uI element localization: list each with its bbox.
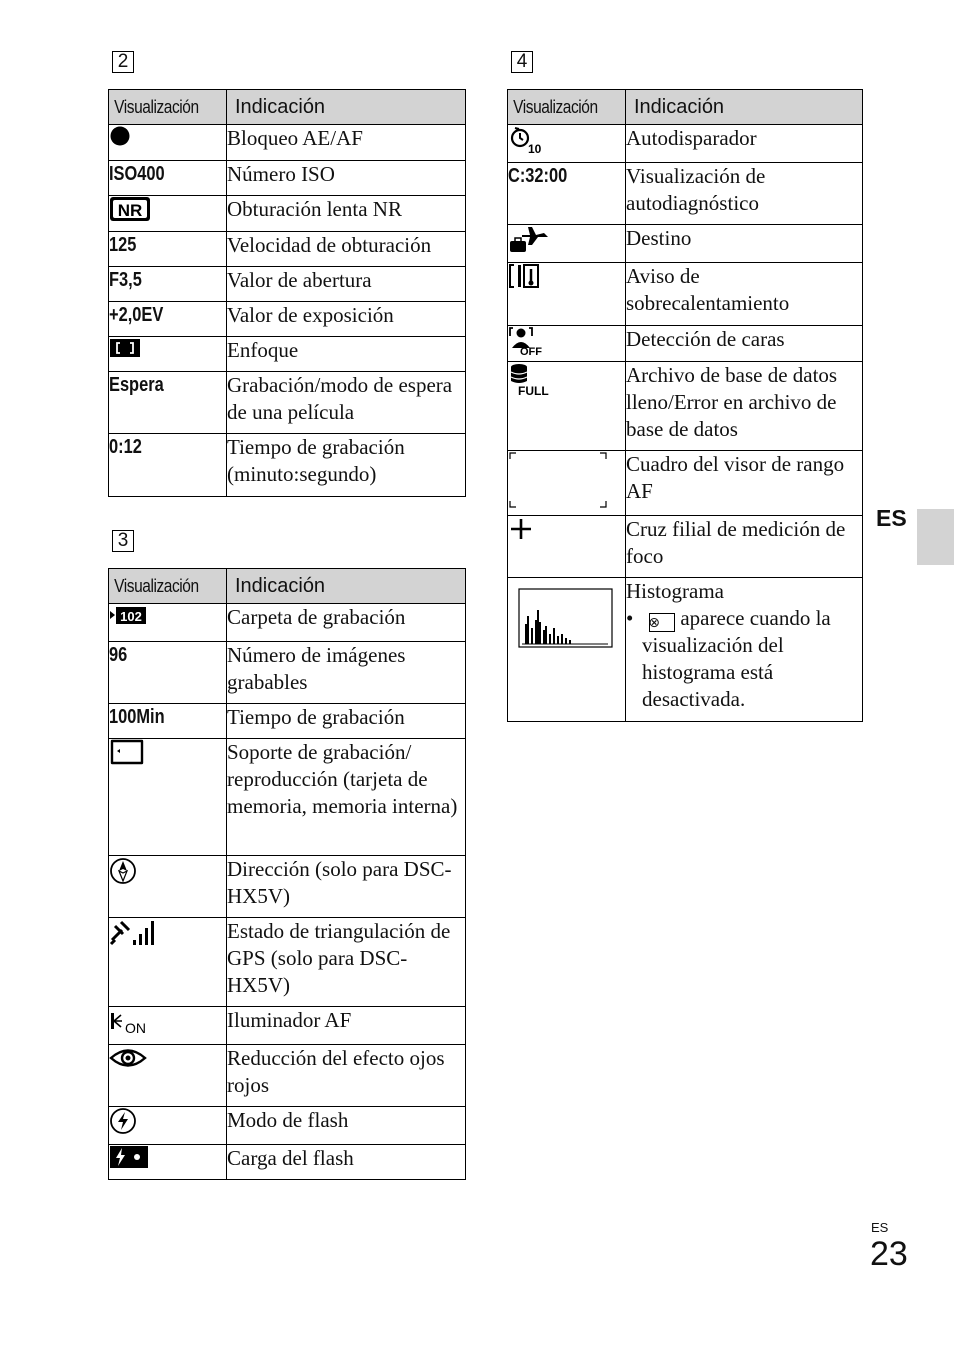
page-number: 23 [870, 1235, 908, 1273]
svg-text:102: 102 [120, 609, 142, 624]
row-text: Velocidad de obturación [227, 232, 466, 267]
row-text: Modo de flash [227, 1107, 466, 1145]
svg-text:ON: ON [125, 1020, 146, 1035]
row-text: Iluminador AF [227, 1007, 466, 1045]
language-label: ES [876, 505, 907, 531]
row-text: Estado de triangulación de GPS (solo para DSC-HX5V) [227, 918, 466, 1007]
red-eye-icon [109, 1045, 147, 1071]
database-full-icon [508, 362, 552, 396]
row-text: Autodisparador [626, 125, 863, 163]
table-row [109, 642, 466, 704]
language-side-tab [917, 509, 954, 565]
row-code: +2,0EV [109, 304, 164, 326]
row-text: Número de imágenes grabables [227, 642, 466, 704]
table-row [109, 125, 466, 161]
table-row [109, 337, 466, 372]
table-row [508, 326, 863, 362]
face-detection-off-icon [508, 326, 548, 356]
row-text: Carga del flash [227, 1145, 466, 1180]
bullet-mark: • [626, 606, 634, 630]
row-code: 0:12 [109, 436, 142, 458]
row-text: Valor de exposición [227, 302, 466, 337]
row-text: Valor de abertura [227, 267, 466, 302]
row-text: Cuadro del visor de rango AF [626, 451, 863, 516]
table-row [109, 1045, 466, 1107]
row-text: Tiempo de grabación (minuto:segundo) [227, 434, 466, 497]
histogram-icon [518, 588, 614, 650]
row-text: Dirección (solo para DSC-HX5V) [227, 856, 466, 918]
header-indicacion: Indicación [227, 90, 466, 125]
row-code: ISO400 [109, 163, 165, 185]
svg-text:FULL: FULL [518, 384, 549, 396]
gps-signal-icon [109, 918, 155, 948]
table-row [508, 225, 863, 263]
table-row [109, 267, 466, 302]
row-text: Histograma [626, 579, 724, 603]
flash-mode-icon [109, 1107, 137, 1135]
table-row [109, 704, 466, 739]
table-row [508, 451, 863, 516]
row-code: 125 [109, 234, 137, 256]
section-number-2: 2 [112, 51, 134, 73]
table-row [109, 739, 466, 856]
table-row [109, 1007, 466, 1045]
row-code: F3,5 [109, 269, 142, 291]
table-row [109, 232, 466, 267]
table-row [508, 125, 863, 163]
nr-icon [109, 196, 151, 222]
table-row [109, 856, 466, 918]
table-header [109, 90, 466, 125]
crosshair-icon [508, 516, 534, 542]
svg-text:10: 10 [528, 142, 542, 155]
table-row [109, 434, 466, 497]
page-lang-label: ES [871, 1220, 889, 1235]
table-header [109, 569, 466, 604]
header-visualizacion: Visualización [109, 90, 227, 125]
table-row [109, 302, 466, 337]
table-row [508, 578, 863, 722]
header-indicacion: Indicación [626, 90, 863, 125]
table-header [508, 90, 863, 125]
focus-frame-icon [109, 337, 141, 359]
header-visualizacion: Visualización [109, 569, 227, 604]
table-row [109, 918, 466, 1007]
table-row [508, 516, 863, 578]
table-row [508, 362, 863, 451]
row-code: 100Min [109, 706, 165, 728]
destination-icon [508, 225, 550, 253]
row-code: C:32:00 [508, 165, 568, 187]
row-text: Enfoque [227, 337, 466, 372]
row-text: Número ISO [227, 161, 466, 196]
row-text: Tiempo de grabación [227, 704, 466, 739]
header-visualizacion: Visualización [508, 90, 626, 125]
table-row [109, 161, 466, 196]
table-row [109, 196, 466, 232]
indicator-table-3 [108, 568, 466, 1180]
table-row [109, 1145, 466, 1180]
af-range-frame-icon [508, 451, 608, 509]
row-code: Espera [109, 374, 164, 396]
row-text: Detección de caras [626, 326, 863, 362]
folder-102-icon [109, 604, 147, 626]
section-number-4: 4 [511, 51, 533, 73]
row-text: Cruz filial de medición de foco [626, 516, 863, 578]
af-illuminator-on-icon [109, 1007, 153, 1035]
circle-icon [109, 125, 131, 147]
indicator-table-2 [108, 89, 466, 497]
memory-card-icon [109, 739, 145, 765]
svg-text:NR: NR [117, 201, 143, 220]
table-row [109, 372, 466, 434]
indicator-table-4 [507, 89, 863, 722]
row-text: Visualización de autodiagnóstico [626, 163, 863, 225]
self-timer-10-icon [508, 125, 544, 155]
svg-text:OFF: OFF [520, 346, 542, 356]
row-code: 96 [109, 644, 128, 666]
table-row [109, 1107, 466, 1145]
section-number-3: 3 [112, 530, 134, 552]
row-text: Soporte de grabación/ reproducción (tarjeta de memoria, memoria interna) [227, 739, 466, 856]
row-text: Grabación/modo de espera de una película [227, 372, 466, 434]
overheat-warning-icon [508, 263, 540, 289]
row-text: Obturación lenta NR [227, 196, 466, 232]
row-text: Carpeta de grabación [227, 604, 466, 642]
table-row [508, 263, 863, 326]
histogram-note [626, 605, 862, 713]
bullet-text: aparece cuando la visualización del histograma está desactivada. [642, 606, 831, 711]
table-row [508, 163, 863, 225]
row-text: Destino [626, 225, 863, 263]
display-button-icon: ⊗ [649, 613, 675, 632]
compass-icon [109, 856, 137, 886]
header-indicacion: Indicación [227, 569, 466, 604]
flash-charge-icon [109, 1145, 149, 1169]
row-text: Reducción del efecto ojos rojos [227, 1045, 466, 1107]
row-text: Archivo de base de datos lleno/Error en archivo de base de datos [626, 362, 863, 451]
row-text: Bloqueo AE/AF [227, 125, 466, 161]
table-row [109, 604, 466, 642]
row-text: Aviso de sobrecalentamiento [626, 263, 863, 326]
